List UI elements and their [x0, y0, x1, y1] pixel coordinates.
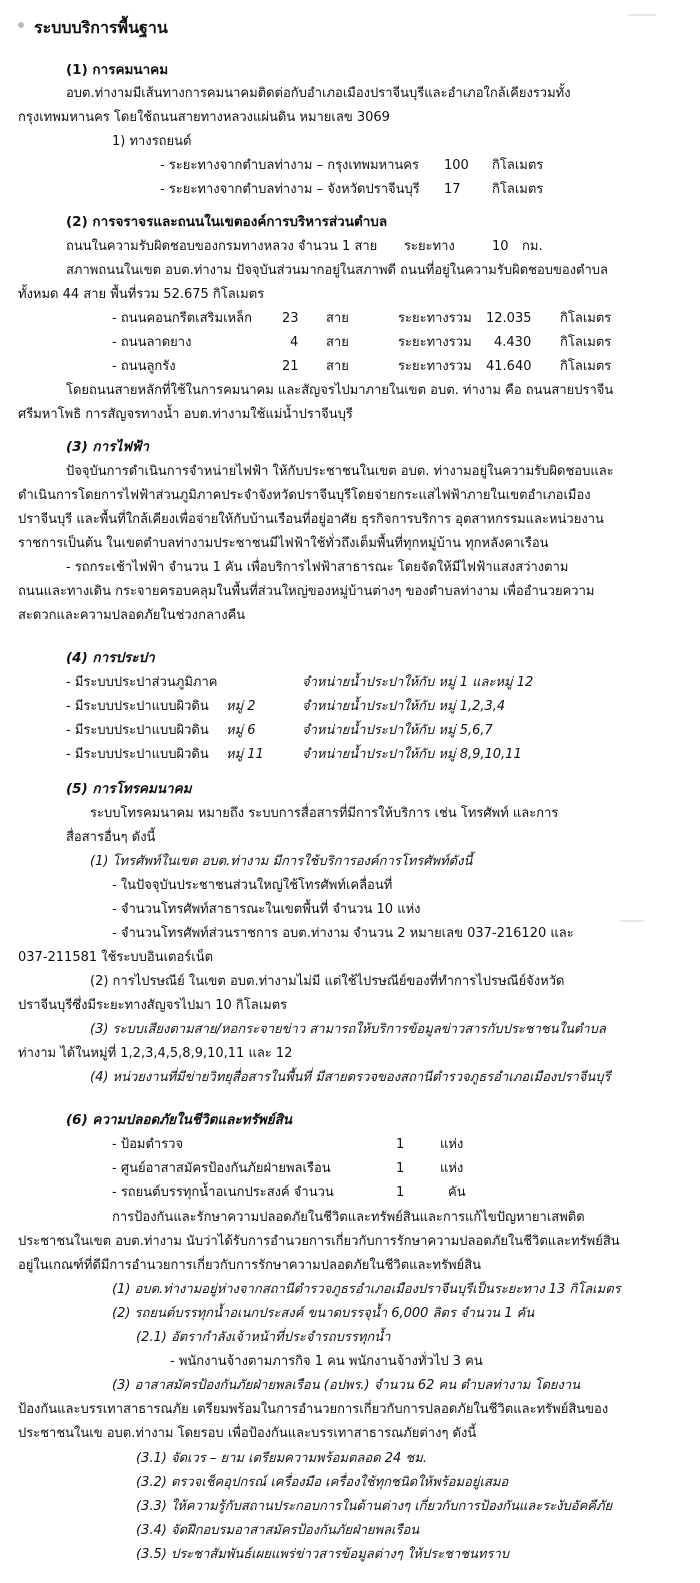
route-unit: กิโลเมตร	[492, 158, 544, 173]
route-distance: 17	[444, 182, 461, 197]
section-3-line: ปราจีนบุรี และพื้นที่ใกล้เคียงเพื่อจ่ายให้กับบ้านเรือนที่อยู่อาศัย ธุรกิจการบริการ อุตสาหกรรมและหน่วยงาน	[18, 512, 604, 527]
water-distribution: จำหน่ายน้ำประปาให้กับ หมู่ 8,9,10,11	[302, 747, 522, 762]
road-distance: 4.430	[494, 335, 532, 350]
highway-distance: 10	[492, 239, 509, 254]
safety-item-unit: คัน	[448, 1185, 466, 1200]
road-distance-label: ระยะทางรวม	[398, 335, 472, 350]
section-5-line: (3) ระบบเสียงตามสาย/หอกระจายข่าว สามารถให้บริการข้อมูลข่าวสารกับประชาชนในตำบล	[90, 1022, 606, 1037]
scan-speck	[620, 920, 644, 922]
safety-item-count: 1	[396, 1185, 405, 1200]
section-1-paragraph: อบต.ท่างามมีเส้นทางการคมนาคมติดต่อกับอำเภอเมืองปราจีนบุรีและอำเภอใกล้เคียงรวมทั้ง	[66, 86, 571, 101]
road-distance: 41.640	[486, 359, 532, 374]
section-5-line: สื่อสารอื่นๆ ดังนี้	[66, 830, 156, 845]
highway-label: ถนนในความรับผิดชอบของกรมทางหลวง จำนวน 1 สาย	[66, 239, 378, 254]
section-3-line: - รถกระเช้าไฟฟ้า จำนวน 1 คัน เพื่อบริการไฟฟ้าสาธารณะ โดยจัดให้มีไฟฟ้าแสงสว่างตาม	[66, 560, 569, 575]
section-3-line: ราชการเป็นต้น ในเขตตำบลท่างามประชาชนมีไฟฟ้าใช้ทั่วถึงเต็มพื้นที่ทุกหมู่บ้าน ทุกหลังคาเรือน	[18, 536, 549, 551]
section-5-line: - จำนวนโทรศัพท์สาธารณะในเขตพื้นที่ จำนวน 10 แห่ง	[112, 902, 421, 917]
section-5-line: (4) หน่วยงานที่มีข่ายวิทยุสื่อสารในพื้นที่ มีสายตรวจของสถานีตำรวจภูธรอำเภอเมืองปราจีนบุรี	[90, 1070, 611, 1085]
road-distance-unit: กิโลเมตร	[560, 359, 612, 374]
bullet-mark-icon	[18, 22, 24, 28]
water-system: - มีระบบประปาแบบผิวดิน	[66, 723, 209, 738]
section-2-paragraph: ทั้งหมด 44 สาย พื้นที่รวม 52.675 กิโลเมตร	[18, 287, 265, 302]
water-system: - มีระบบประปาแบบผิวดิน	[66, 699, 209, 714]
section-6-line: ป้องกันและบรรเทาสาธารณภัย เตรียมพร้อมในการอำนวยการเกี่ยวกับการปลอดภัยในชีวิตและทรัพย์สินของ	[18, 1402, 609, 1417]
water-distribution: จำหน่ายน้ำประปาให้กับ หมู่ 1,2,3,4	[302, 699, 506, 714]
route-label: - ระยะทางจากตำบลท่างาม – จังหวัดปราจีนบุรี	[160, 182, 420, 197]
road-distance-unit: กิโลเมตร	[560, 311, 612, 326]
section-2-heading: (2) การจราจรและถนนในเขตองค์การบริหารส่วนตำบล	[66, 214, 388, 230]
water-moo: หมู่ 6	[226, 723, 256, 738]
section-6-line: ประชาชนในเข อบต.ท่างาม โดยรอบ เพื่อป้องกันและบรรเทาสาธารณภัยต่างๆ ดังนี้	[18, 1426, 477, 1441]
section-3-heading: (3) การไฟฟ้า	[66, 439, 149, 455]
section-6-line: - พนักงานจ้างตามภารกิจ 1 คน พนักงานจ้างทั่วไป 3 คน	[170, 1354, 483, 1369]
section-5-line: ระบบโทรคมนาคม หมายถึง ระบบการสื่อสารที่มีการให้บริการ เช่น โทรศัพท์ และการ	[90, 806, 559, 821]
water-distribution: จำหน่ายน้ำประปาให้กับ หมู่ 5,6,7	[302, 723, 493, 738]
section-4-heading: (4) การประปา	[66, 650, 155, 666]
road-distance-label: ระยะทางรวม	[398, 311, 472, 326]
water-distribution: จำหน่ายน้ำประปาให้กับ หมู่ 1 และหมู่ 12	[302, 675, 534, 690]
section-6-heading: (6) ความปลอดภัยในชีวิตและทรัพย์สิน	[66, 1112, 293, 1128]
route-unit: กิโลเมตร	[492, 182, 544, 197]
section-5-line: ท่างาม ได้ในหมู่ที่ 1,2,3,4,5,8,9,10,11 และ 12	[18, 1046, 293, 1061]
section-1-subheading: 1) ทางรถยนต์	[112, 134, 192, 149]
section-5-line: ปราจีนบุรีซึ่งมีระยะทางสัญจรไปมา 10 กิโลเมตร	[18, 998, 288, 1013]
highway-distance-label: ระยะทาง	[404, 239, 455, 254]
section-2-paragraph: ศรีมหาโพธิ การสัญจรทางน้ำ อบต.ท่างามใช้แม่น้ำปราจีนบุรี	[18, 407, 353, 422]
page-title: ระบบบริการพื้นฐาน	[34, 18, 168, 37]
section-3-line: ปัจจุบันการดำเนินการจำหน่ายไฟฟ้า ให้กับประชาชนในเขต อบต. ท่างามอยู่ในความรับผิดชอบและ	[66, 464, 614, 479]
road-count-unit: สาย	[326, 335, 349, 350]
section-1-paragraph: กรุงเทพมหานคร โดยใช้ถนนสายทางหลวงแผ่นดิน หมายเลข 3069	[18, 110, 390, 125]
road-type: - ถนนคอนกรีตเสริมเหล็ก	[112, 311, 252, 326]
section-6-line: (3.4) จัดฝึกอบรมอาสาสมัครป้องกันภัยฝ่ายพลเรือน	[136, 1523, 420, 1538]
section-6-line: (2.1) อัตรากำลังเจ้าหน้าที่ประจำรถบรรทุกน้ำ	[136, 1330, 391, 1345]
section-1-heading: (1) การคมนาคม	[66, 62, 169, 78]
section-6-line: (2) รถยนต์บรรทุกน้ำอเนกประสงค์ ขนาดบรรจุน้ำ 6,000 ลิตร จำนวน 1 คัน	[112, 1306, 535, 1321]
section-2-paragraph: สภาพถนนในเขต อบต.ท่างาม ปัจจุบันส่วนมากอยู่ในสภาพดี ถนนที่อยู่ในความรับผิดชอบของตำบล	[66, 263, 609, 278]
safety-item-unit: แห่ง	[440, 1137, 464, 1152]
section-6-line: (3.2) ตรวจเช็คอุปกรณ์ เครื่องมือ เครื่องใช้ทุกชนิดให้พร้อมอยู่เสมอ	[136, 1475, 509, 1490]
road-distance-unit: กิโลเมตร	[560, 335, 612, 350]
section-5-line: - ในปัจจุบันประชาชนส่วนใหญ่ใช้โทรศัพท์เคลื่อนที่	[112, 878, 393, 893]
section-2-paragraph: โดยถนนสายหลักที่ใช้ในการคมนาคม และสัญจรไปมาภายในเขต อบต. ท่างาม คือ ถนนสายปราจีน	[66, 383, 614, 398]
section-6-line: (3.5) ประชาสัมพันธ์เผยแพร่ข่าวสารข้อมูลต่างๆ ให้ประชาชนทราบ	[136, 1547, 510, 1562]
water-moo: หมู่ 2	[226, 699, 256, 714]
route-distance: 100	[444, 158, 469, 173]
safety-item-label: - รถยนต์บรรทุกน้ำอเนกประสงค์ จำนวน	[112, 1185, 334, 1200]
route-label: - ระยะทางจากตำบลท่างาม – กรุงเทพมหานคร	[160, 158, 419, 173]
section-5-line: (2) การไปรษณีย์ ในเขต อบต.ท่างามไม่มี แต่ใช้ไปรษณีย์ของที่ทำการไปรษณีย์จังหวัด	[90, 974, 565, 989]
section-5-line: - จำนวนโทรศัพท์ส่วนราชการ อบต.ท่างาม จำนวน 2 หมายเลข 037-216120 และ	[112, 926, 574, 941]
section-6-line: (3.3) ให้ความรู้กับสถานประกอบการในด้านต่างๆ เกี่ยวกับการป้องกันและระงับอัคคีภัย	[136, 1499, 613, 1514]
section-6-line: อยู่ในเกณฑ์ที่ดีมีการอำนวยการเกี่ยวกับการรักษาความปลอดภัยในชีวิตและทรัพย์สิน	[18, 1258, 482, 1273]
section-5-line: 037-211581 ใช้ระบบอินเตอร์เน็ต	[18, 950, 214, 965]
road-count-unit: สาย	[326, 311, 349, 326]
section-3-line: ถนนและทางเดิน กระจายครอบคลุมในพื้นที่ส่วนใหญ่ของหมู่บ้านต่างๆ ของตำบลท่างาม เพื่ออำนวยความ	[18, 584, 595, 599]
section-3-line: ดำเนินการโดยการไฟฟ้าส่วนภูมิภาคประจำจังหวัดปราจีนบุรีโดยจ่ายกระแสไฟฟ้าภายในเขตอำเภอเมือง	[18, 488, 591, 503]
water-system: - มีระบบประปาส่วนภูมิภาค	[66, 675, 218, 690]
road-count: 4	[290, 335, 299, 350]
section-3-line: สะดวกและความปลอดภัยในช่วงกลางคืน	[18, 608, 246, 623]
section-5-line: (1) โทรศัพท์ในเขต อบต.ท่างาม มีการใช้บริการองค์การโทรศัพท์ดังนี้	[90, 854, 473, 869]
road-type: - ถนนลูกรัง	[112, 359, 176, 374]
scan-speck	[628, 14, 656, 16]
section-5-heading: (5) การโทรคมนาคม	[66, 781, 192, 797]
safety-item-count: 1	[396, 1137, 405, 1152]
safety-item-count: 1	[396, 1161, 405, 1176]
section-6-line: การป้องกันและรักษาความปลอดภัยในชีวิตและทรัพย์สินและการแก้ไขปัญหายาเสพติด	[112, 1210, 585, 1225]
road-count-unit: สาย	[326, 359, 349, 374]
safety-item-unit: แห่ง	[440, 1161, 464, 1176]
road-count: 23	[282, 311, 299, 326]
road-distance: 12.035	[486, 311, 532, 326]
section-6-line: (3.1) จัดเวร – ยาม เตรียมความพร้อมตลอด 24 ชม.	[136, 1451, 427, 1466]
road-count: 21	[282, 359, 299, 374]
safety-item-label: - ศูนย์อาสาสมัครป้องกันภัยฝ่ายพลเรือน	[112, 1161, 331, 1176]
section-6-line: (1) อบต.ท่างามอยู่ห่างจากสถานีตำรวจภูธรอำเภอเมืองปราจีนบุรีเป็นระยะทาง 13 กิโลเมตร	[112, 1282, 621, 1297]
water-moo: หมู่ 11	[226, 747, 264, 762]
safety-item-label: - ป้อมตำรวจ	[112, 1137, 184, 1152]
road-distance-label: ระยะทางรวม	[398, 359, 472, 374]
highway-unit: กม.	[522, 239, 543, 254]
section-6-line: (3) อาสาสมัครป้องกันภัยฝ่ายพลเรือน (อปพร.) จำนวน 62 คน ตำบลท่างาม โดยงาน	[112, 1378, 581, 1393]
section-6-line: ประชาชนในเขต อบต.ท่างาม นับว่าได้รับการอำนวยการเกี่ยวกับการรักษาความปลอดภัยในชีวิตและทรัพย์สิน	[18, 1234, 620, 1249]
water-system: - มีระบบประปาแบบผิวดิน	[66, 747, 209, 762]
road-type: - ถนนลาดยาง	[112, 335, 192, 350]
